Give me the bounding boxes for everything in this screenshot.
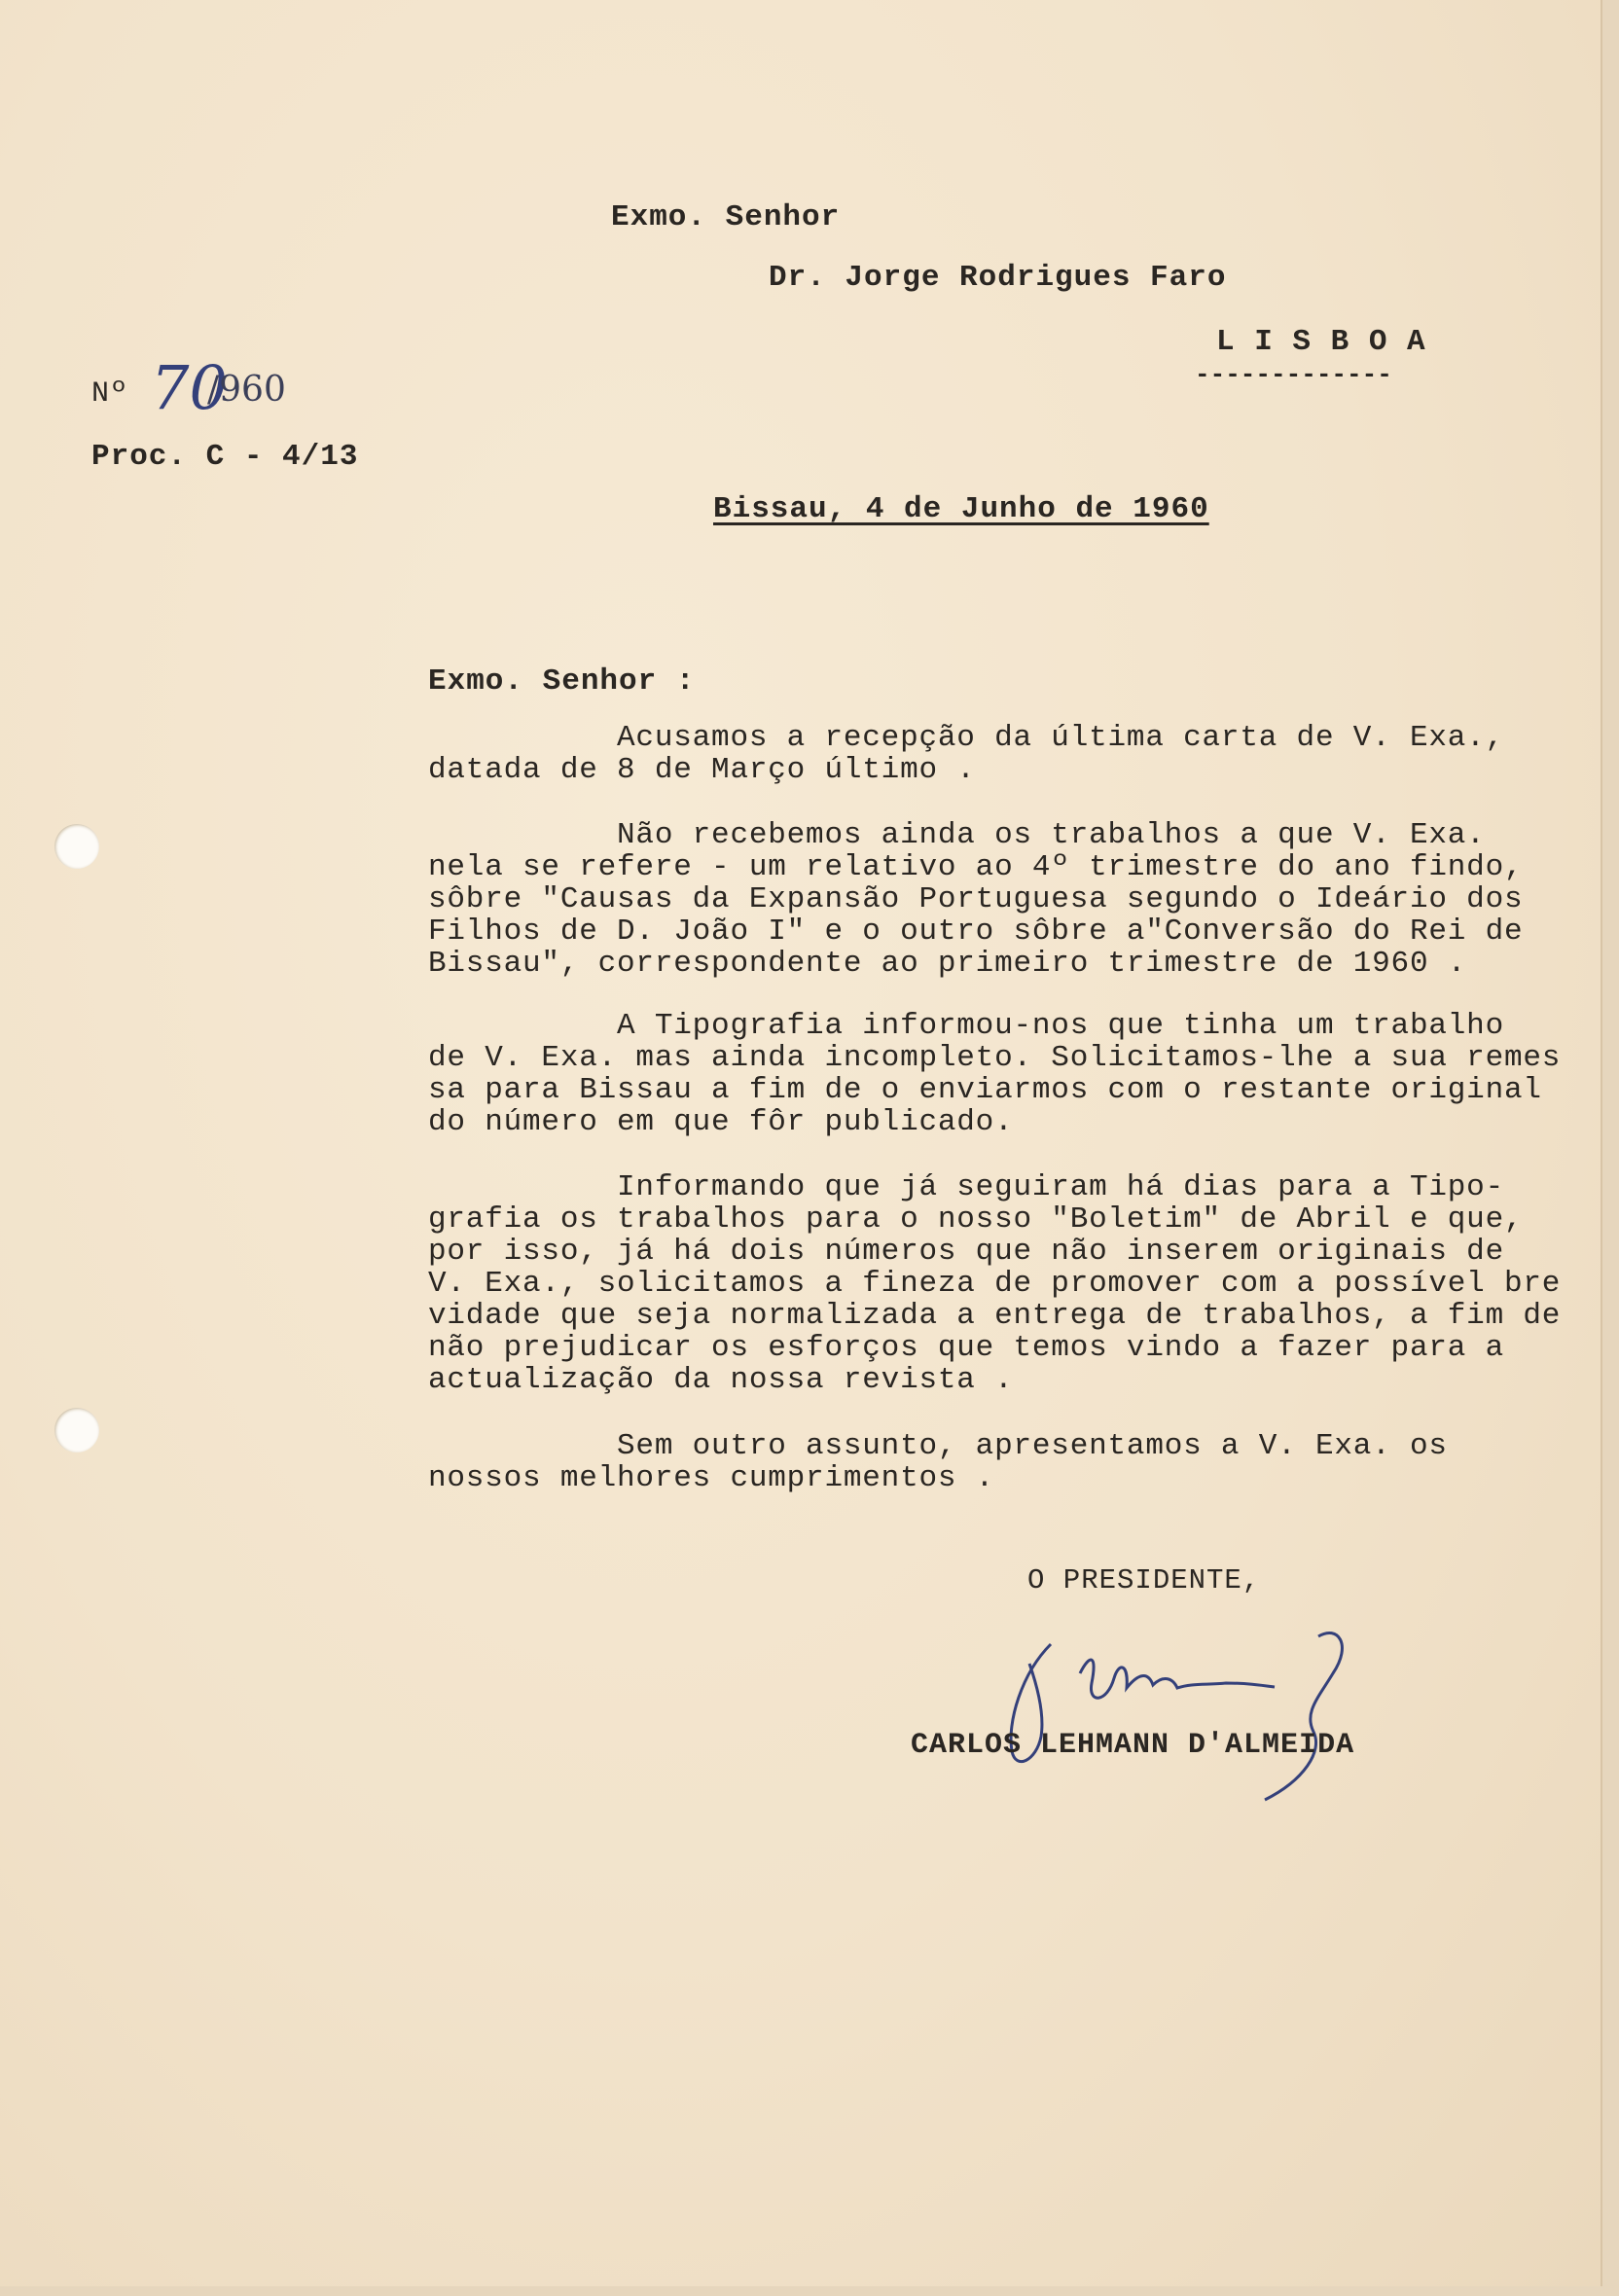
paragraph-line: grafia os trabalhos para o nosso "Boletim" de Abril e que, <box>428 1202 1524 1237</box>
paragraph-line: Bissau", correspondente ao primeiro trimestre de 1960 . <box>428 947 1467 981</box>
process-reference: Proc. C - 4/13 <box>91 440 359 474</box>
paragraph-acknowledgement <box>428 722 1504 786</box>
paragraph-line: V. Exa., solicitamos a fineza de promover com a possível bre <box>428 1267 1562 1301</box>
recipient-name: Dr. Jorge Rodrigues Faro <box>769 261 1227 295</box>
paragraph-typography <box>428 1010 1561 1138</box>
paragraph-line: Informando que já seguiram há dias para a Tipo- <box>428 1170 1504 1204</box>
handwritten-signature <box>983 1615 1391 1810</box>
paragraph-boletim <box>428 1171 1561 1396</box>
paragraph-line: do número em que fôr publicado. <box>428 1105 1014 1139</box>
city-underline: ------------- <box>1195 360 1392 389</box>
reference-number-year: /960 <box>207 370 286 410</box>
recipient-city: L I S B O A <box>1216 325 1426 359</box>
paragraph-line: Não recebemos ainda os trabalhos a que V. Exa. <box>428 818 1486 852</box>
paragraph-line: vidade que seja normalizada a entrega de trabalhos, a fim de <box>428 1299 1562 1333</box>
greeting: Exmo. Senhor : <box>428 664 696 699</box>
paragraph-line: sôbre "Causas da Expansão Portuguesa segundo o Ideário dos <box>428 882 1524 916</box>
paragraph-line: A Tipografia informou-nos que tinha um trabalho <box>428 1009 1504 1043</box>
paragraph-line: sa para Bissau a fim de o enviarmos com o restante original <box>428 1073 1542 1107</box>
punch-hole-top <box>54 824 99 869</box>
paragraph-pending-works <box>428 819 1523 980</box>
paragraph-line: nossos melhores cumprimentos . <box>428 1461 995 1495</box>
paragraph-line: datada de 8 de Março último . <box>428 753 976 787</box>
paragraph-line: não prejudicar os esforços que temos vindo a fazer para a <box>428 1331 1504 1365</box>
closing-title: O PRESIDENTE, <box>1027 1564 1261 1596</box>
place-and-date: Bissau, 4 de Junho de 1960 <box>713 492 1209 526</box>
paragraph-line: Sem outro assunto, apresentamos a V. Exa. os <box>428 1429 1448 1463</box>
signature-stroke <box>1080 1660 1275 1698</box>
reference-number-handwritten: 70 <box>151 352 228 423</box>
paragraph-line: por isso, já há dois números que não inserem originais de <box>428 1235 1504 1269</box>
reference-number-prefix: Nº <box>91 377 129 411</box>
punch-hole-bottom <box>54 1408 99 1453</box>
signature-stroke <box>1265 1632 1342 1800</box>
paragraph-closing <box>428 1430 1448 1494</box>
signatory-name: CARLOS LEHMANN D'ALMEIDA <box>911 1729 1355 1762</box>
paragraph-line: Acusamos a recepção da última carta de V. Exa., <box>428 721 1504 755</box>
paragraph-line: actualização da nossa revista . <box>428 1363 1014 1397</box>
paragraph-line: de V. Exa. mas ainda incompleto. Solicitamos-lhe a sua remes <box>428 1041 1562 1075</box>
paragraph-line: nela se refere - um relativo ao 4º trimestre do ano findo, <box>428 850 1524 884</box>
paragraph-line: Filhos de D. João I" e o outro sôbre a"Conversão do Rei de <box>428 915 1524 949</box>
address-salutation: Exmo. Senhor <box>611 200 841 234</box>
